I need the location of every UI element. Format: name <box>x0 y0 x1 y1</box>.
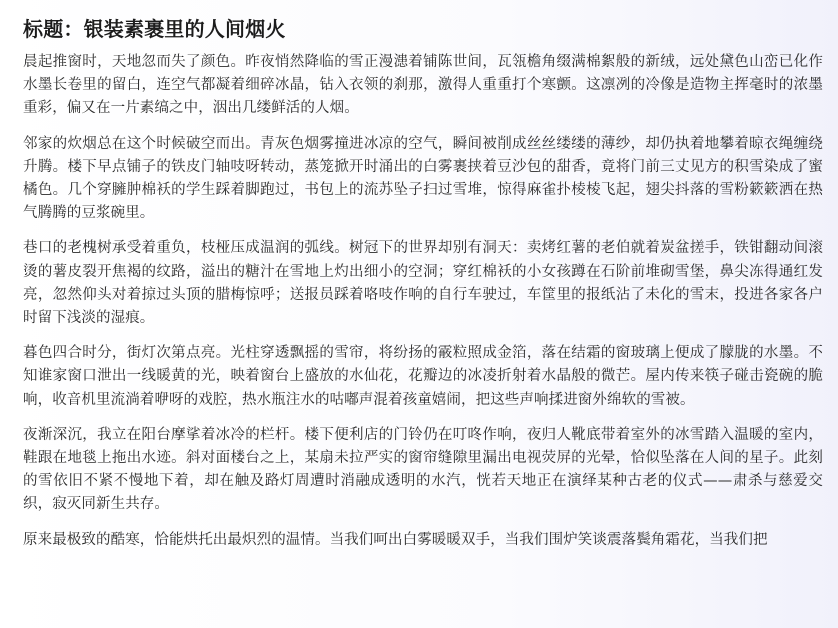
paragraph-5: 夜渐深沉，我立在阳台摩挲着冰冷的栏杆。楼下便利店的门铃仍在叮咚作响，夜归人靴底带着室外的冰雪踏入温暖的室内，鞋跟在地毯上拖出水迹。斜对面楼台之上，某扇未拉严实的窗帘缝隙里漏出电视荧屏的光晕，恰似坠落在人间的星子。此刻的雪依旧不紧不慢地下着，却在触及路灯周遭时消融成透明的水汽，恍若天地正在演绎某种古老的仪式——肃杀与慈爱交织，寂灭同新生共存。 <box>23 426 823 513</box>
paragraph-4: 暮色四合时分，街灯次第点亮。光柱穿透飘摇的雪帘，将纷扬的霰粒照成金箔，落在结霜的窗玻璃上便成了朦胧的水墨。不知谁家窗口泄出一线暖黄的光，映着窗台上盛放的水仙花，花瓣边的冰凌折射着水晶般的微芒。屋内传来筷子碰击瓷碗的脆响，收音机里流淌着咿呀的戏腔，热水瓶注水的咕嘟声混着孩童嬉闹，把这些声响揉进窗外绵软的雪被。 <box>23 345 823 408</box>
paragraph-3: 巷口的老槐树承受着重负，枝桠压成温润的弧线。树冠下的世界却别有洞天：卖烤红薯的老伯就着炭盆搓手，铁钳翻动间滚烫的薯皮裂开焦褐的纹路，溢出的糖汁在雪地上灼出细小的空洞；穿红棉袄的小女孩蹲在石阶前堆砌雪堡，鼻尖冻得通红发亮，忽然仰头对着掠过头顶的腊梅惊呼；送报员踩着咯吱作响的自行车驶过，车筐里的报纸沾了未化的雪末，投进各家各户时留下浅淡的湿痕。 <box>23 240 823 327</box>
document-title: 标题：银装素裹里的人间烟火 <box>23 17 286 41</box>
document <box>23 14 823 564</box>
paragraph-6: 原来最极致的酷寒，恰能烘托出最炽烈的温情。当我们呵出白雾暖暖双手，当我们围炉笑谈震落鬓角霜花，当我们把 <box>23 531 768 548</box>
paragraph-2: 邻家的炊烟总在这个时候破空而出。青灰色烟雾撞进冰凉的空气，瞬间被削成丝丝缕缕的薄纱，却仍执着地攀着晾衣绳缠绕升腾。楼下早点铺子的铁皮门轴吱呀转动，蒸笼掀开时涌出的白雾裹挟着豆沙包的甜香，竟将门前三丈见方的积雪染成了蜜橘色。几个穿臃肿棉袄的学生踩着脚跑过，书包上的流苏坠子扫过雪堆，惊得麻雀扑棱棱飞起，翅尖抖落的雪粉簌簌洒在热气腾腾的豆浆碗里。 <box>23 135 823 222</box>
paragraph-1: 晨起推窗时，天地忽而失了颜色。昨夜悄然降临的雪正漫漶着铺陈世间，瓦瓴檐角缀满棉絮般的新绒，远处黛色山峦已化作水墨长卷里的留白，连空气都凝着细碎冰晶，钻入衣领的刹那，激得人重重打个寒颤。这凛冽的冷像是造物主挥毫时的浓墨重彩，偏又在一片素缟之中，洇出几缕鲜活的人烟。 <box>23 54 823 117</box>
